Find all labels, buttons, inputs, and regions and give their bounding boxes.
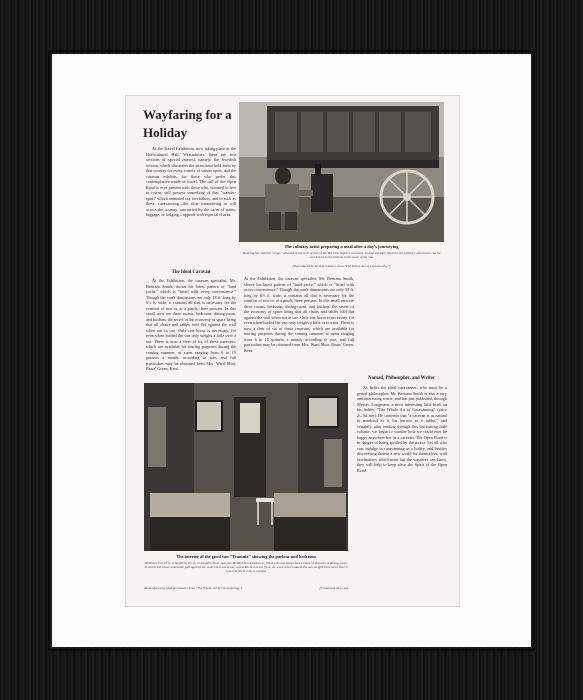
top-figure-subcaption: Showing the "kitchen range," situated at the rear of one of Mr. Bertram Smith's caravans. In bad weather, however, all culinary operations can be carried on in the kitchen in the body of the van (242, 251, 441, 260)
ideal-caravan-paragraph: At the Exhibition, the caravan specialist, Mr. Bertram Smith, shows his latest pattern of "land yacht," which is "fitted with every convenience." Though the van's dimensions are only 18 ft. long by 6½ ft. wide, it contains all that is necessary for the comfort of two or, at a pinch, three persons. In this small area are three rooms, bedroom, dining-room, and kitchen, the secret of the economy of space being that all chairs and tables fold flat against the wall when not in use. Only one horse is necessary, for even when loaded the van only weighs a little over a ton. There is now a fleet of six of these caravans, which are available for touring purposes during the coming summer, at sums ranging from 6 to 15 guineas a month, according to size, and full particulars may be obtained from Mrs. Ward Muir, Bears' Green, Kent. (146, 278, 236, 371)
magazine-page (125, 95, 460, 607)
bottom-figure-credit: (Reproduced by kind permission from "The Whole Art of Caravanning") (144, 586, 242, 590)
ideal-caravan-paragraph-cont: At the Exhibition, the caravan specialist, Mr. Bertram Smith, shows his latest pattern of "land yacht," which is "fitted with every convenience." Though the van's dimensions are only 18 ft. long by 6½ ft. wide, it contains all that is necessary for the comfort of two or, at a pinch, three persons. In this small area are three rooms, bedroom, dining-room, and kitchen, the secret of the economy of space being that all chairs and tables fold flat against the wall when not in use. Only one horse is necessary, for even when loaded the van only weighs a little over a ton. There is now a fleet of six of these caravans, which are available for touring purposes during the coming summer, at sums ranging from 6 to 15 guineas a month, according to size, and full particulars may be obtained from Mrs. Ward Muir, Bears' Green, Kent. (244, 276, 354, 353)
top-figure-credit: (Reproduced by kind permission from "The Whole Art of Caravanning") (292, 264, 391, 268)
article-title: Wayfaring for a Holiday (143, 107, 232, 140)
caravan-cooking-illustration (239, 102, 444, 242)
nomad-paragraph: As befits the ideal caravanner, who must be a genial philosopher, Mr. Bertram Smith is also a racy and interesting writer, and has just published, through Messrs. Longmans, a most interesting little book on his hobby, "The Whole Art of Caravanning" (price 2s. 6d. net). He contends that "a caravan is as natural to mankind as is his burrow to a rabbit," and certainly, after reading through this fascinating little volume, we begin to wonder how we could ever be happy anywhere but in a caravan. The Open Road is in danger of being spoiled by the motor. Let all who can, indulge in caravanning as a hobby, and besides discovering therein a new world for themselves, with fascinations which none but the wayfarer can know, they will help to keep alive the Spirit of the Open Road. (357, 385, 447, 473)
section-heading-nomad: Nomad, Philosopher, and Writer (368, 376, 435, 381)
caravan-interior-illustration (144, 383, 348, 551)
bottom-figure-subcaption: Midships free 18 ft. in length by 6½ ft. in breadth, these vans are divided into a bedroom, fitted with two bunks and a chest of drawers, a dining-room, in which the chairs and table fold against the wall when not in use, and a kitchen in the front. As, even when loaded, the van weighs little more than a ton, one horse only is needed (144, 561, 348, 574)
continued-note: [Continued on p. xxx (319, 586, 348, 590)
caravan-interior-photo (144, 383, 348, 551)
intro-paragraph: At the Travel Exhibition, now taking place at the Horticultural Hall, Westminster, there are two sections of special interest, namely, the Swedish section, which illustrates the attractions held forth by that country for every variety of winter sport; and the caravan exhibits, for those who prefer this contemplative mode of travel. The call of the Open Road is ever present with those who, doomed to live in towns, still possess something of that "wander-spirit" which animated our forefathers, and to such as these, caravanning—the slow meandering at will across the country, unworried by the cares of trains, luggage, or lodging—appeals with especial charm. (146, 146, 236, 217)
bottom-figure-caption: The interior of the good van "Tramnia" showing the parlour and bedroom (176, 554, 316, 559)
caravan-cooking-photo (239, 102, 444, 242)
section-heading-ideal-caravan: The Ideal Caravan (171, 270, 211, 275)
top-figure-caption: The culinary artist preparing a meal after a day's journeying (284, 244, 399, 249)
